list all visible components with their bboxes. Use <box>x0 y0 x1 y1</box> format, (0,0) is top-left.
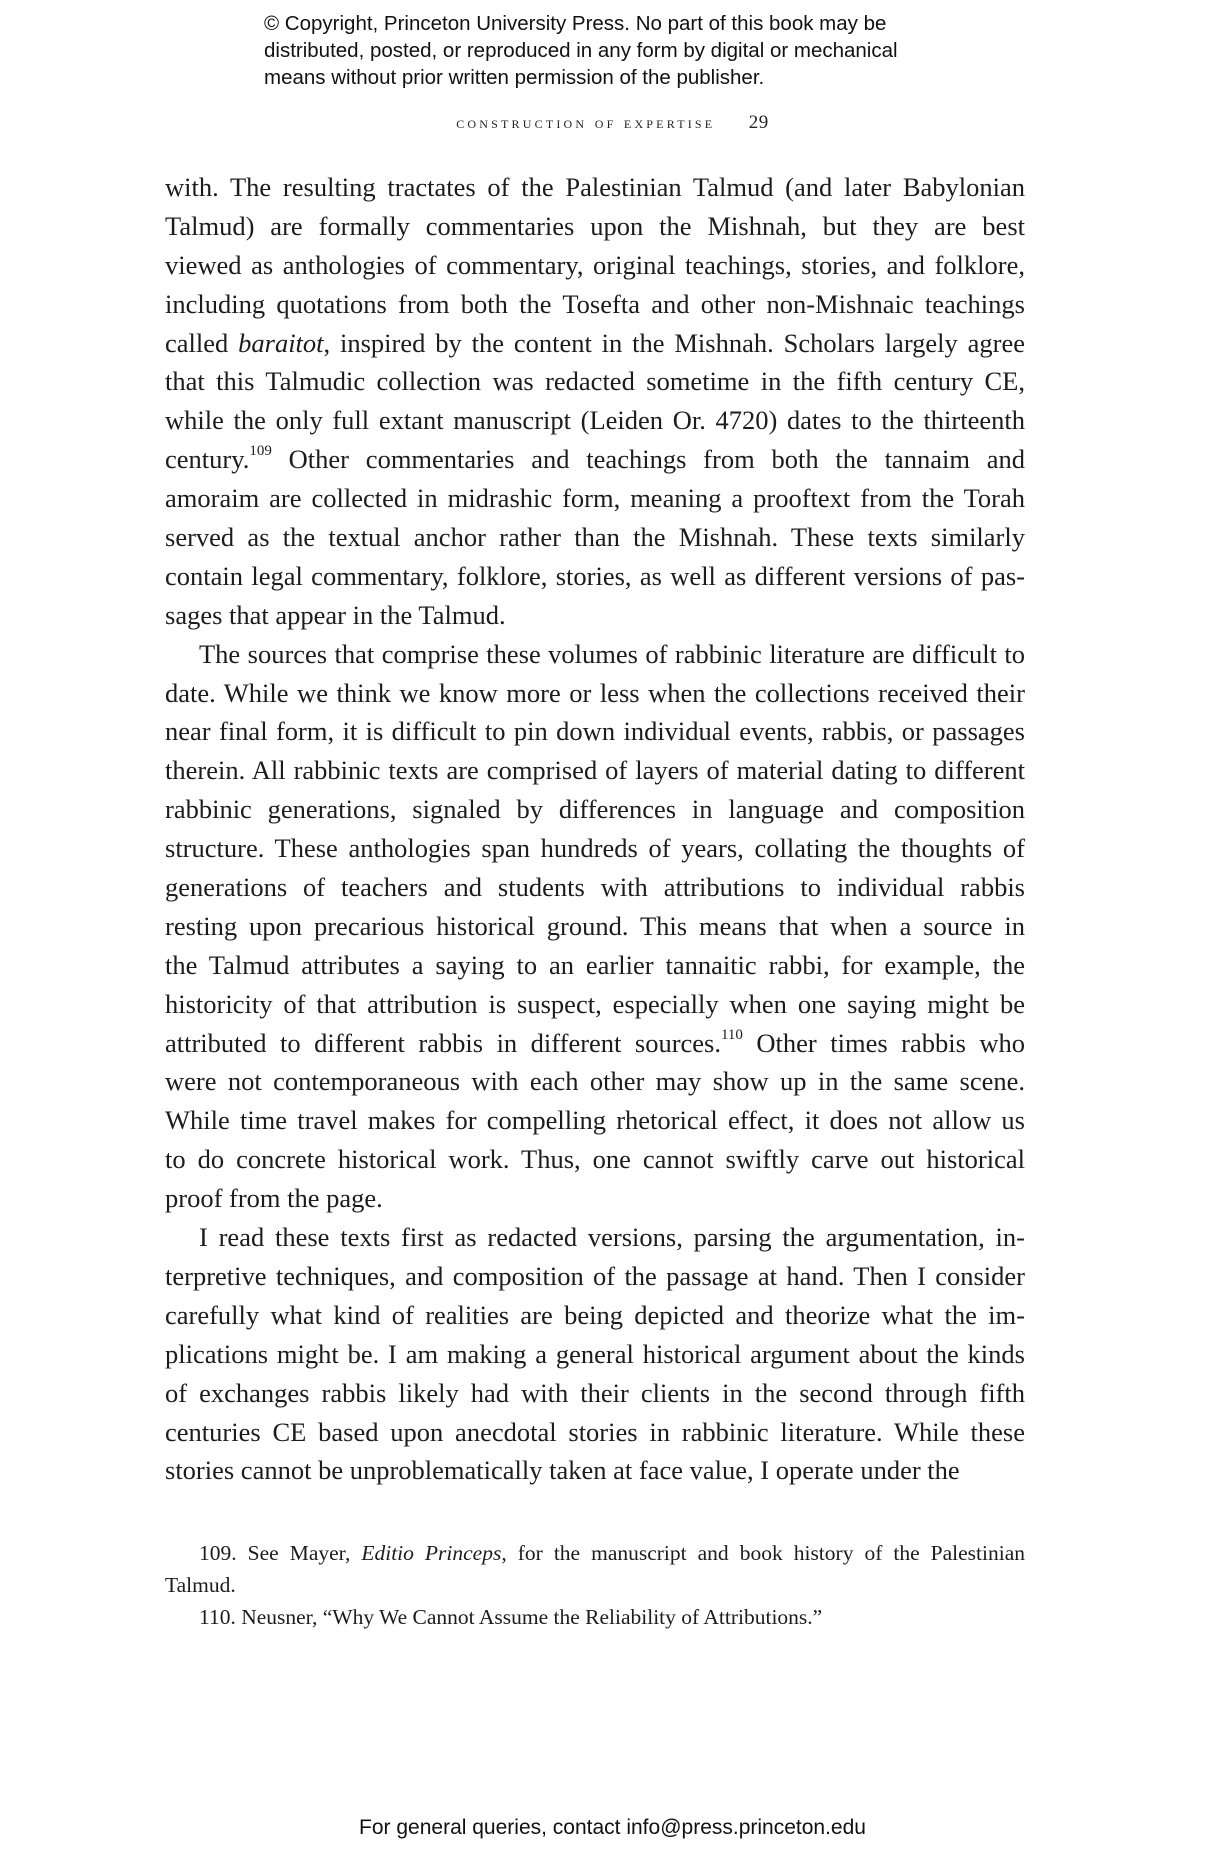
text-line: date. While we think we know more or less when the collections received their <box>165 677 1025 708</box>
text-line: resting upon precarious historical ground. This means that when a source in <box>165 910 1025 941</box>
text-line: therein. All rabbinic texts are comprised of layers of material dating to different <box>165 755 1025 786</box>
italic-title: baraitot <box>238 327 324 358</box>
text-fragment: , inspired by the content in the Mishnah. Scholars largely agree <box>323 327 1026 358</box>
text-line: centuries CE based upon anecdotal stories in rabbinic literature. While these <box>165 1416 1025 1447</box>
text-line: the Talmud attributes a saying to an earlier tannaitic rabbi, for example, the <box>165 949 1025 980</box>
text-line: amoraim are collected in midrashic form, meaning a prooftext from the Torah <box>165 483 1025 514</box>
text-line: rabbinic generations, signaled by differences in language and composition <box>165 794 1025 825</box>
text-line: viewed as anthologies of commentary, original teachings, stories, and folklore, <box>165 249 1025 280</box>
body-text <box>165 168 1025 1490</box>
text-line: to do concrete historical work. Thus, one cannot swiftly carve out historical <box>165 1144 1025 1175</box>
text-line <box>165 1024 1025 1063</box>
paragraph <box>165 1218 1025 1490</box>
footnote <box>165 1537 1025 1601</box>
text-line: Talmud. <box>165 1573 236 1597</box>
text-line: sages that appear in the Talmud. <box>165 599 506 630</box>
text-line: served as the textual anchor rather than the Mishnah. These texts similarly <box>165 522 1025 553</box>
text-fragment: Other commentaries and teachings from both the tannaim and <box>271 444 1025 475</box>
text-line: terpretive techniques, and composition of the passage at hand. Then I consider <box>165 1260 1025 1291</box>
text-line: historicity of that attribution is suspect, especially when one saying might be <box>165 988 1025 1019</box>
text-line: carefully what kind of realities are being depicted and theorize what the im- <box>165 1299 1025 1330</box>
text-line: near final form, it is difficult to pin down individual events, rabbis, or passages <box>165 716 1025 747</box>
paragraph <box>165 168 1025 635</box>
text-line: structure. These anthologies span hundreds of years, collating the thoughts of <box>165 833 1025 864</box>
footnotes <box>165 1537 1025 1633</box>
text-line: generations of teachers and students with attributions to individual rabbis <box>165 872 1025 903</box>
text-line: proof from the page. <box>165 1183 383 1214</box>
footnote <box>165 1601 1025 1633</box>
copyright-line: © Copyright, Princeton University Press. No part of this book may be <box>264 12 887 35</box>
running-head-title: construction of expertise <box>456 113 716 132</box>
italic-title: Editio Princeps <box>361 1541 502 1565</box>
copyright-line: distributed, posted, or reproduced in any form by digital or mechanical <box>264 39 898 62</box>
copyright-notice <box>264 10 984 91</box>
text-fragment: called <box>165 327 239 358</box>
text-line: The sources that comprise these volumes of rabbinic literature are difficult to <box>199 638 1025 669</box>
text-line <box>165 324 1025 363</box>
text-line <box>165 1537 1025 1569</box>
text-line: of exchanges rabbis likely had with their clients in the second through fifth <box>165 1377 1025 1408</box>
running-head <box>0 112 1225 134</box>
text-line: while the only full extant manuscript (Leiden Or. 4720) dates to the thirteenth <box>165 405 1025 436</box>
copyright-line: means without prior written permission of the publisher. <box>264 66 765 89</box>
text-line: were not contemporaneous with each other may show up in the same scene. <box>165 1066 1025 1097</box>
text-line: I read these texts first as redacted versions, parsing the argumentation, in- <box>199 1222 1025 1253</box>
text-fragment: century. <box>165 444 250 475</box>
footnote-reference[interactable]: 110 <box>720 1026 743 1043</box>
text-fragment: 109. See Mayer, <box>199 1541 362 1565</box>
text-line: with. The resulting tractates of the Palestinian Talmud (and later Babylonian <box>165 172 1025 202</box>
text-fragment: attributed to different rabbis in different sources. <box>165 1027 721 1058</box>
text-fragment: , for the manuscript and book history of the Palestinian <box>501 1541 1026 1565</box>
paragraph <box>165 635 1025 1218</box>
text-line: stories cannot be unproblematically taken at face value, I operate under the <box>165 1455 960 1486</box>
contact-line: For general queries, contact info@press.princeton.edu <box>359 1816 866 1839</box>
text-line: contain legal commentary, folklore, stories, as well as different versions of pas- <box>165 560 1025 591</box>
footnote-reference[interactable]: 109 <box>249 443 272 460</box>
text-fragment: Other times rabbis who <box>742 1027 1025 1058</box>
text-line: Talmud) are formally commentaries upon the Mishnah, but they are best <box>165 210 1025 241</box>
text-line: While time travel makes for compelling rhetorical effect, it does not allow us <box>165 1105 1025 1136</box>
page-number: 29 <box>748 112 769 133</box>
text-line: 110. Neusner, “Why We Cannot Assume the Reliability of Attributions.” <box>199 1605 823 1629</box>
text-line: including quotations from both the Tosefta and other non-Mishnaic teachings <box>165 288 1025 319</box>
text-line: plications might be. I am making a general historical argument about the kinds <box>165 1338 1025 1369</box>
text-line: that this Talmudic collection was redacted sometime in the fifth century CE, <box>165 366 1025 397</box>
text-line <box>165 440 1025 479</box>
